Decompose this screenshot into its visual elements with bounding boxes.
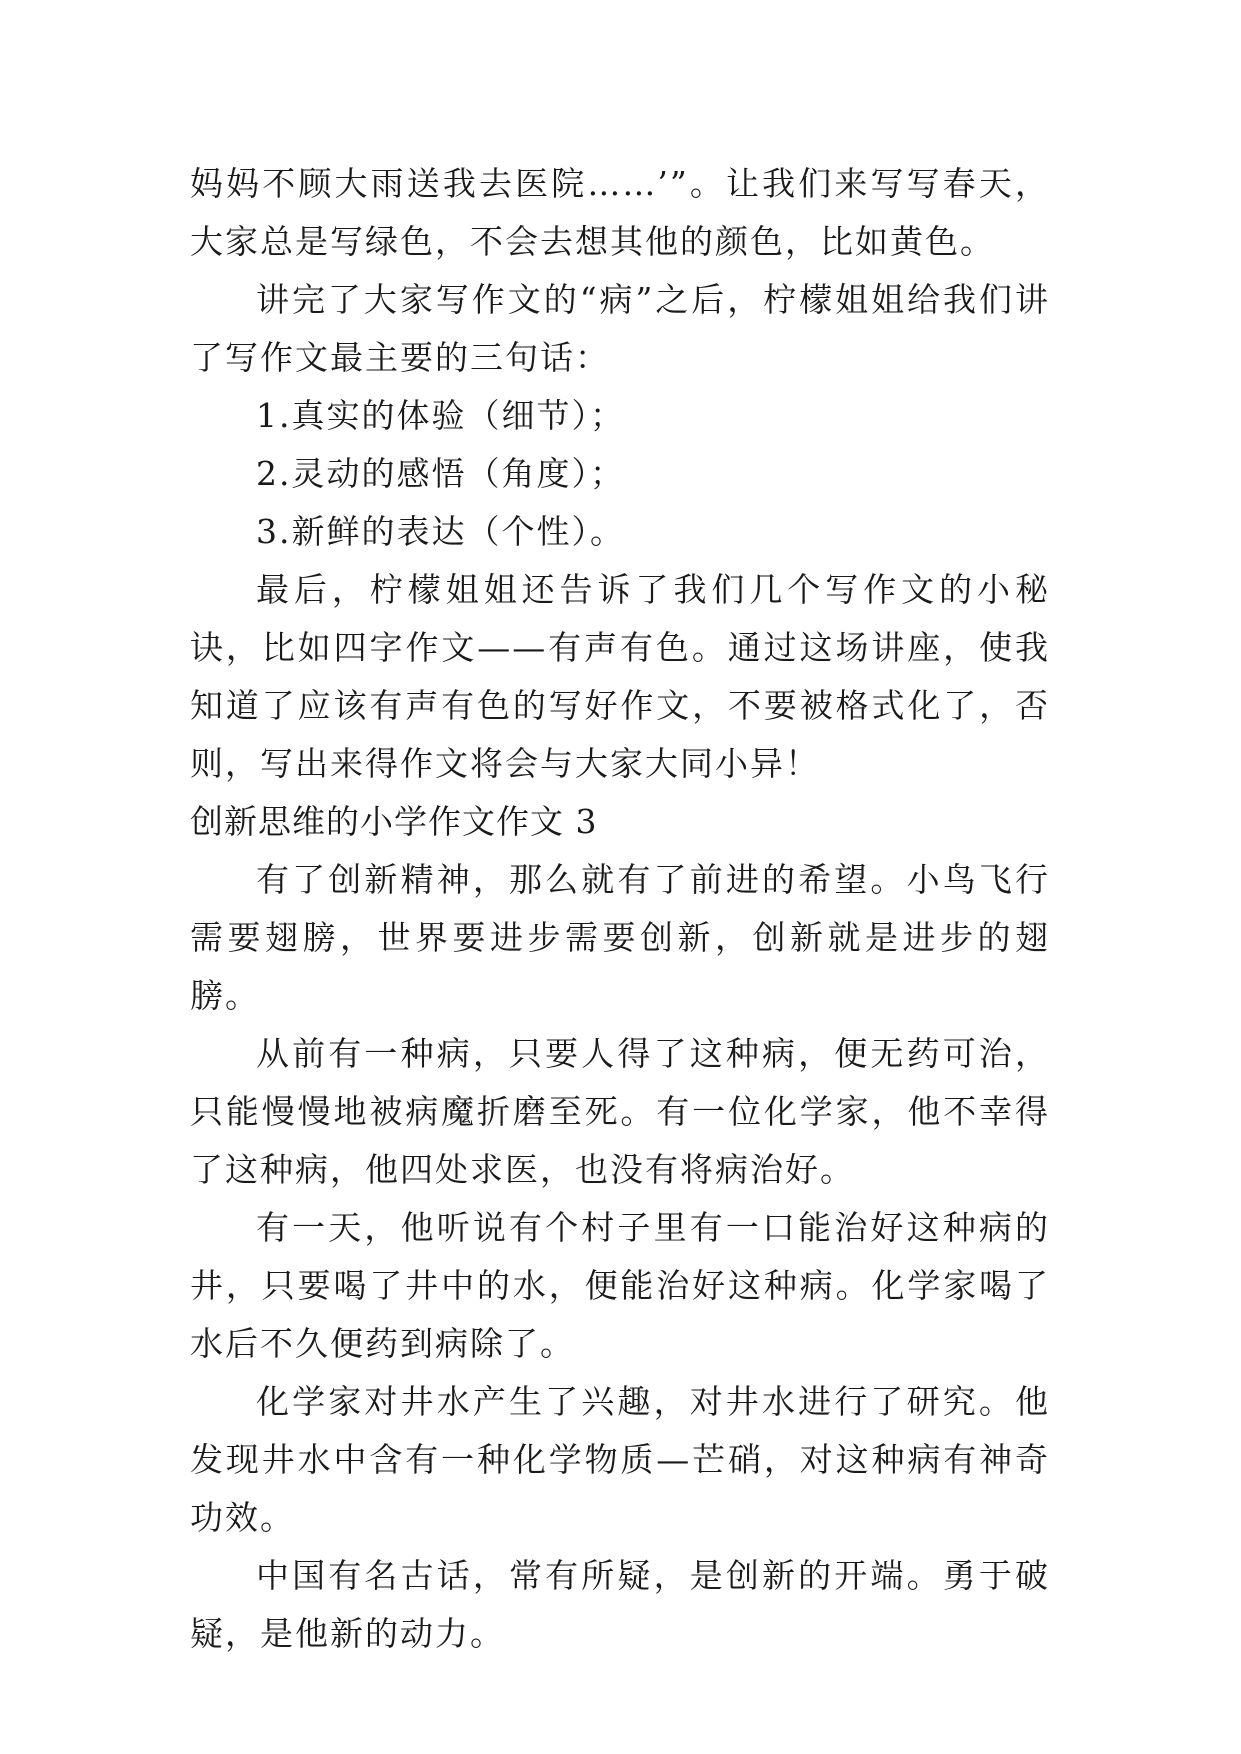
document-body (190, 155, 1050, 1663)
paragraph-body: 最后，柠檬姐姐还告诉了我们几个写作文的小秘诀，比如四字作文——有声有色。通过这场讲座，使我知道了应该有声有色的写好作文，不要被格式化了，否则，写出来得作文将会与大家大同小异！ (190, 570, 1050, 783)
paragraph-body: 讲完了大家写作文的“病”之后，柠檬姐姐给我们讲了写作文最主要的三句话： (190, 280, 1050, 377)
list-item-3: 3.新鲜的表达（个性）。 (256, 512, 625, 551)
paragraph-continuation: 妈妈不顾大雨送我去医院……’”。让我们来写写春天，大家总是写绿色，不会去想其他的颜色，比如黄色。 (190, 164, 1050, 261)
paragraph-body: 有一天，他听说有个村子里有一口能治好这种病的井，只要喝了井中的水，便能治好这种病。化学家喝了水后不久便药到病除了。 (190, 1208, 1050, 1363)
list-item-1: 1.真实的体验（细节）； (256, 396, 625, 435)
paragraph-body: 化学家对井水产生了兴趣，对井水进行了研究。他发现井水中含有一种化学物质—芒硝，对这种病有神奇功效。 (190, 1382, 1050, 1537)
paragraph-body: 从前有一种病，只要人得了这种病，便无药可治，只能慢慢地被病魔折磨至死。有一位化学家，他不幸得了这种病，他四处求医，也没有将病治好。 (190, 1034, 1050, 1189)
list-item-2: 2.灵动的感悟（角度）； (256, 454, 625, 493)
paragraph-body: 中国有名古话，常有所疑，是创新的开端。勇于破疑，是他新的动力。 (190, 1556, 1050, 1653)
section-heading: 创新思维的小学作文作文 3 (190, 802, 598, 841)
paragraph-body: 有了创新精神，那么就有了前进的希望。小鸟飞行需要翅膀，世界要进步需要创新，创新就是进步的翅膀。 (190, 860, 1050, 1015)
